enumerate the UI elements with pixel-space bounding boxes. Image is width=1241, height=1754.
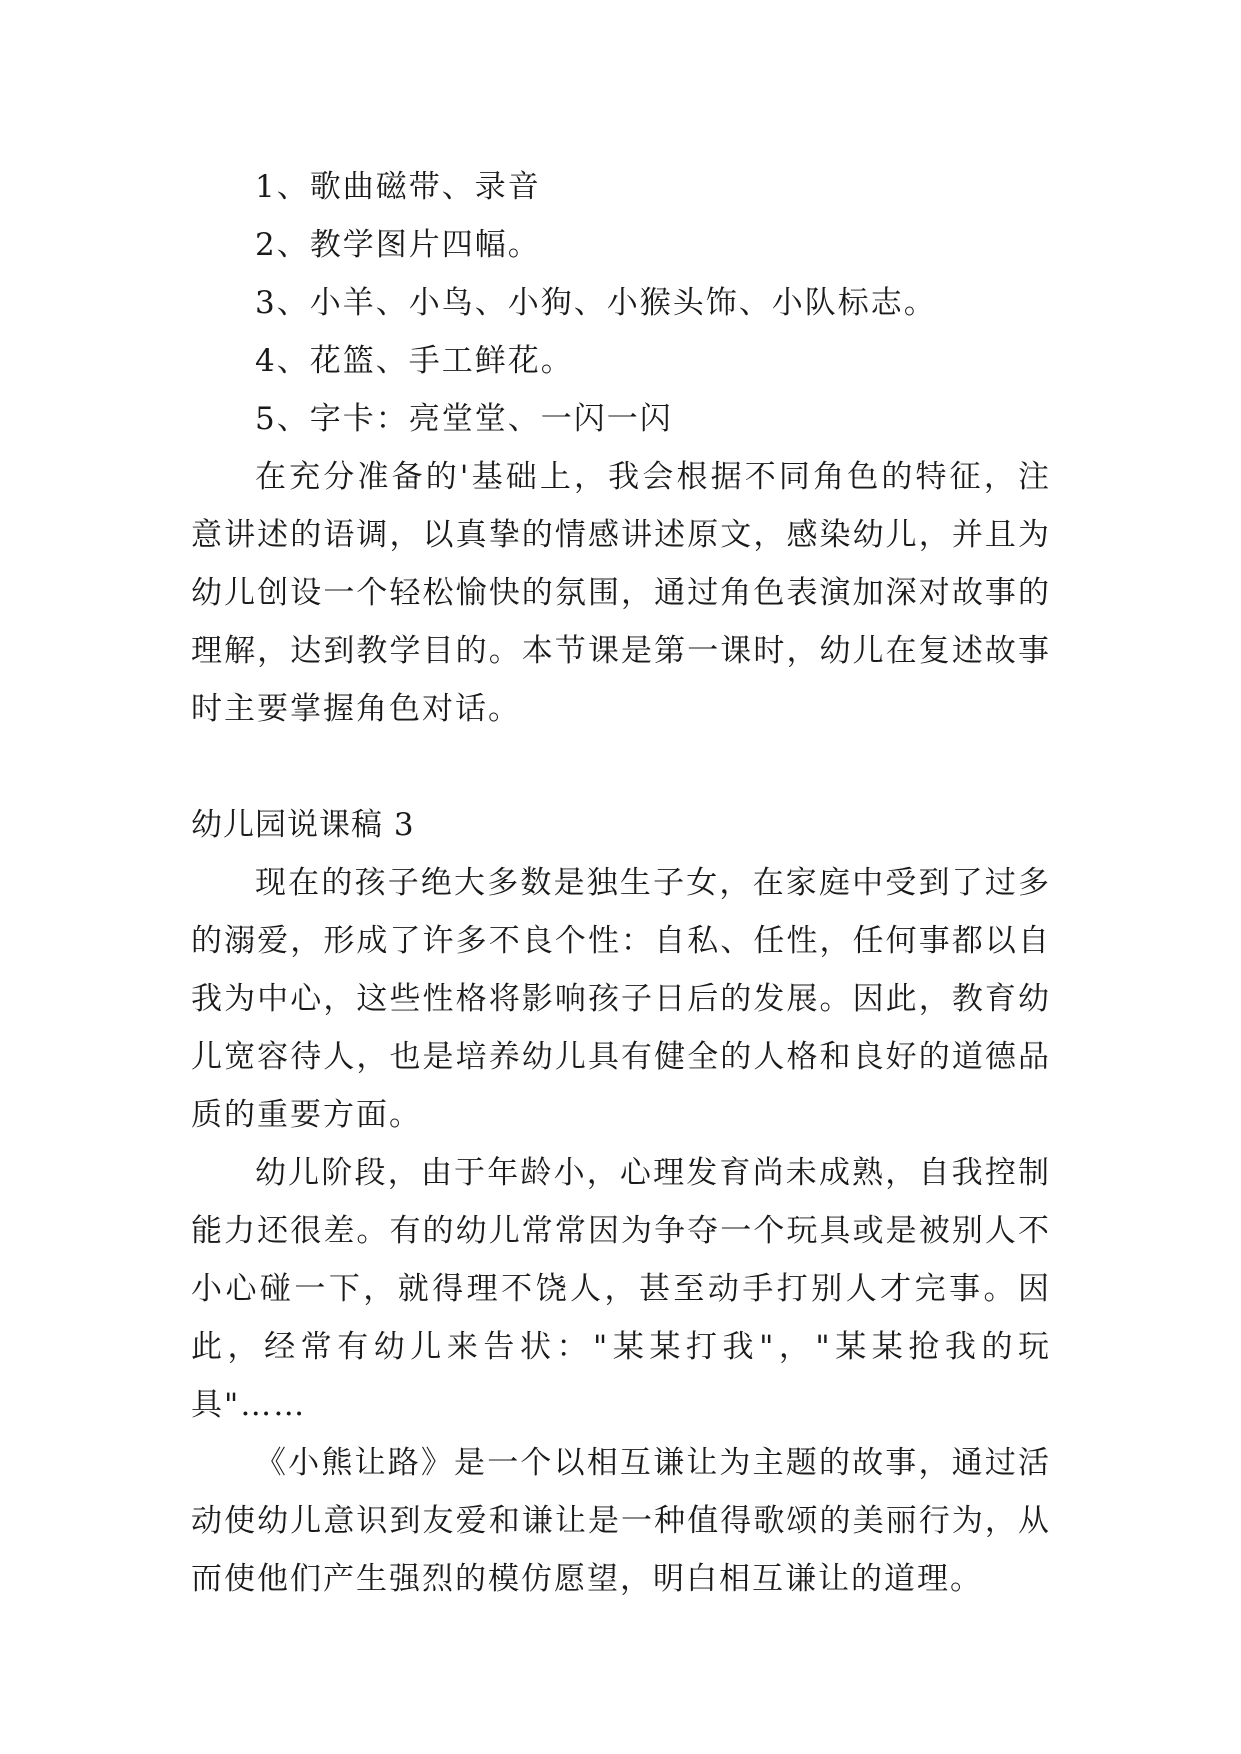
list-item-1: 1、歌曲磁带、录音 [255,169,541,205]
list-item-5: 5、字卡：亮堂堂、一闪一闪 [255,401,673,437]
list-item-3: 3、小羊、小鸟、小狗、小猴头饰、小队标志。 [255,285,937,321]
list-item-2: 2、教学图片四幅。 [255,227,541,263]
document-body [191,158,1051,1608]
section-heading: 幼儿园说课稿 3 [191,807,415,843]
paragraph-background: 现在的孩子绝大多数是独生子女，在家庭中受到了过多的溺爱，形成了许多不良个性：自私、任性，任何事都以自我为中心，这些性格将影响孩子日后的发展。因此，教育幼儿宽容待人，也是培养幼儿具有健全的人格和良好的道德品质的重要方面。 [191,865,1051,1133]
paragraph-story-intro: 《小熊让路》是一个以相互谦让为主题的故事，通过活动使幼儿意识到友爱和谦让是一种值得歌颂的美丽行为，从而使他们产生强烈的模仿愿望，明白相互谦让的道理。 [191,1445,1051,1597]
list-item-4: 4、花篮、手工鲜花。 [255,343,574,379]
paragraph-analysis: 幼儿阶段，由于年龄小，心理发育尚未成熟，自我控制能力还很差。有的幼儿常常因为争夺一个玩具或是被别人不小心碰一下，就得理不饶人，甚至动手打别人才完事。因此，经常有幼儿来告状："某某打我"，"某某抢我的玩具"…… [191,1155,1051,1423]
paragraph-preparation: 在充分准备的'基础上，我会根据不同角色的特征，注意讲述的语调，以真挚的情感讲述原文，感染幼儿，并且为幼儿创设一个轻松愉快的氛围，通过角色表演加深对故事的理解，达到教学目的。本节课是第一课时，幼儿在复述故事时主要掌握角色对话。 [191,459,1051,727]
